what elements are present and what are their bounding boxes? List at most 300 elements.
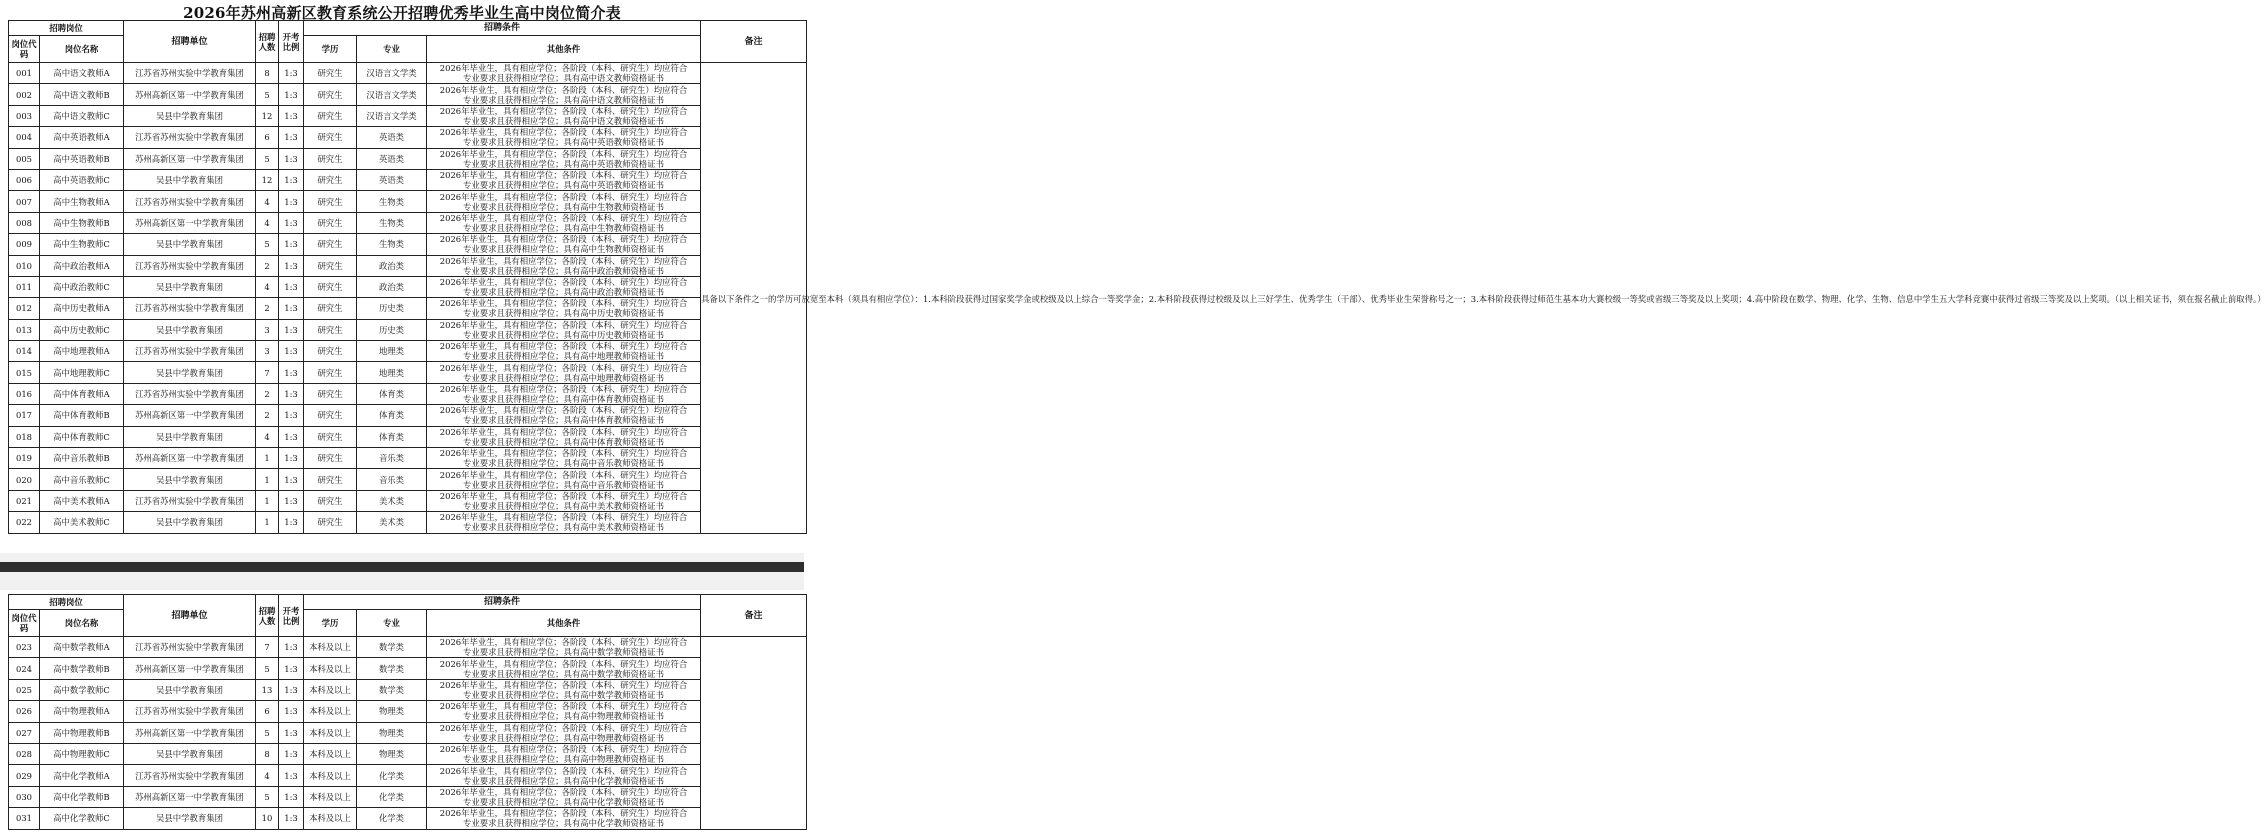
education-cell: 研究生 bbox=[304, 255, 357, 276]
major-cell: 体育类 bbox=[357, 426, 427, 447]
other-conditions-line-1: 2026年毕业生，具有相应学位；各阶段（本科、研究生）均应符合 bbox=[439, 469, 688, 480]
other-conditions-cell bbox=[427, 362, 701, 383]
other-conditions-line-2 bbox=[427, 373, 700, 383]
post-code-cell: 010 bbox=[9, 255, 40, 276]
education-cell: 研究生 bbox=[304, 105, 357, 126]
other-conditions-line-2 bbox=[427, 95, 700, 105]
other-conditions-cell bbox=[427, 743, 701, 764]
certificate-requirement: 语文教师资格证书 bbox=[597, 73, 665, 84]
certificate-requirement: 化学教师资格证书 bbox=[597, 775, 665, 786]
remarks-cell bbox=[701, 63, 2266, 534]
unit-cell: 吴县中学教育集团 bbox=[124, 469, 256, 490]
post-code-cell: 021 bbox=[9, 490, 40, 511]
other-conditions-line-1: 2026年毕业生，具有相应学位；各阶段（本科、研究生）均应符合 bbox=[439, 384, 688, 395]
count-cell: 1 bbox=[256, 469, 279, 490]
other-conditions-line-2 bbox=[427, 522, 700, 532]
major-cell: 体育类 bbox=[357, 383, 427, 404]
other-conditions-cell bbox=[427, 84, 701, 105]
header-count: 招聘人数 bbox=[256, 595, 279, 637]
header-major: 专业 bbox=[357, 610, 427, 637]
post-code-cell: 002 bbox=[9, 84, 40, 105]
education-cell: 研究生 bbox=[304, 276, 357, 297]
other-conditions-line-1: 2026年毕业生，具有相应学位；各阶段（本科、研究生）均应符合 bbox=[439, 512, 688, 523]
other-conditions-prefix: 专业要求且获得相应学位；具有高中 bbox=[463, 415, 598, 426]
other-conditions-prefix: 专业要求且获得相应学位；具有高中 bbox=[463, 222, 598, 233]
count-cell: 6 bbox=[256, 127, 279, 148]
education-cell: 研究生 bbox=[304, 490, 357, 511]
certificate-requirement: 英语教师资格证书 bbox=[597, 158, 665, 169]
certificate-requirement: 历史教师资格证书 bbox=[597, 308, 665, 319]
other-conditions-line-2 bbox=[427, 437, 700, 447]
major-cell: 音乐类 bbox=[357, 469, 427, 490]
ratio-cell: 1:3 bbox=[279, 405, 304, 426]
certificate-requirement: 数学教师资格证书 bbox=[597, 689, 665, 700]
unit-cell: 江苏省苏州实验中学教育集团 bbox=[124, 127, 256, 148]
certificate-requirement: 体育教师资格证书 bbox=[597, 394, 665, 405]
other-conditions-line-2 bbox=[427, 330, 700, 340]
unit-cell: 苏州高新区第一中学教育集团 bbox=[124, 405, 256, 426]
education-cell: 本科及以上 bbox=[304, 658, 357, 679]
header-unit: 招聘单位 bbox=[124, 595, 256, 637]
certificate-requirement: 物理教师资格证书 bbox=[597, 732, 665, 743]
unit-cell: 江苏省苏州实验中学教育集团 bbox=[124, 701, 256, 722]
other-conditions-cell bbox=[427, 448, 701, 469]
post-code-cell: 014 bbox=[9, 341, 40, 362]
count-cell: 2 bbox=[256, 255, 279, 276]
unit-cell: 吴县中学教育集团 bbox=[124, 679, 256, 700]
count-cell: 6 bbox=[256, 701, 279, 722]
certificate-requirement: 生物教师资格证书 bbox=[597, 244, 665, 255]
other-conditions-prefix: 专业要求且获得相应学位；具有高中 bbox=[463, 436, 598, 447]
post-code-cell: 005 bbox=[9, 148, 40, 169]
header-post-code: 岗位代码 bbox=[9, 36, 40, 63]
header-post-name: 岗位名称 bbox=[40, 36, 124, 63]
post-name-cell: 高中物理教师B bbox=[40, 722, 124, 743]
ratio-cell: 1:3 bbox=[279, 276, 304, 297]
education-cell: 本科及以上 bbox=[304, 701, 357, 722]
certificate-requirement: 音乐教师资格证书 bbox=[597, 479, 665, 490]
ratio-cell: 1:3 bbox=[279, 469, 304, 490]
unit-cell: 苏州高新区第一中学教育集团 bbox=[124, 786, 256, 807]
unit-cell: 吴县中学教育集团 bbox=[124, 743, 256, 764]
other-conditions-line-1: 2026年毕业生，具有相应学位；各阶段（本科、研究生）均应符合 bbox=[439, 255, 688, 266]
other-conditions-prefix: 专业要求且获得相应学位；具有高中 bbox=[463, 201, 598, 212]
other-conditions-prefix: 专业要求且获得相应学位；具有高中 bbox=[463, 711, 598, 722]
unit-cell: 吴县中学教育集团 bbox=[124, 105, 256, 126]
count-cell: 8 bbox=[256, 63, 279, 84]
other-conditions-cell bbox=[427, 786, 701, 807]
major-cell: 化学类 bbox=[357, 786, 427, 807]
certificate-requirement: 政治教师资格证书 bbox=[597, 265, 665, 276]
other-conditions-line-2 bbox=[427, 733, 700, 743]
header-conditions: 招聘条件 bbox=[304, 595, 701, 610]
education-cell: 研究生 bbox=[304, 63, 357, 84]
other-conditions-line-2 bbox=[427, 351, 700, 361]
major-cell: 历史类 bbox=[357, 319, 427, 340]
other-conditions-prefix: 专业要求且获得相应学位；具有高中 bbox=[463, 754, 598, 765]
post-code-cell: 008 bbox=[9, 212, 40, 233]
education-cell: 本科及以上 bbox=[304, 722, 357, 743]
post-code-cell: 025 bbox=[9, 679, 40, 700]
header-ratio: 开考比例 bbox=[279, 21, 304, 63]
other-conditions-cell bbox=[427, 341, 701, 362]
other-conditions-prefix: 专业要求且获得相应学位；具有高中 bbox=[463, 180, 598, 191]
certificate-requirement: 英语教师资格证书 bbox=[597, 180, 665, 191]
ratio-cell: 1:3 bbox=[279, 63, 304, 84]
major-cell: 数学类 bbox=[357, 658, 427, 679]
post-name-cell: 高中化学教师B bbox=[40, 786, 124, 807]
post-code-cell: 031 bbox=[9, 808, 40, 829]
other-conditions-line-2 bbox=[427, 415, 700, 425]
count-cell: 12 bbox=[256, 169, 279, 190]
major-cell: 数学类 bbox=[357, 679, 427, 700]
ratio-cell: 1:3 bbox=[279, 255, 304, 276]
other-conditions-line-2 bbox=[427, 266, 700, 276]
other-conditions-line-1: 2026年毕业生，具有相应学位；各阶段（本科、研究生）均应符合 bbox=[439, 448, 688, 459]
post-name-cell: 高中生物教师C bbox=[40, 234, 124, 255]
education-cell: 研究生 bbox=[304, 148, 357, 169]
other-conditions-line-2 bbox=[427, 202, 700, 212]
major-cell: 地理类 bbox=[357, 341, 427, 362]
count-cell: 5 bbox=[256, 234, 279, 255]
other-conditions-cell bbox=[427, 255, 701, 276]
other-conditions-prefix: 专业要求且获得相应学位；具有高中 bbox=[463, 372, 598, 383]
ratio-cell: 1:3 bbox=[279, 298, 304, 319]
education-cell: 本科及以上 bbox=[304, 679, 357, 700]
other-conditions-cell bbox=[427, 169, 701, 190]
unit-cell: 江苏省苏州实验中学教育集团 bbox=[124, 765, 256, 786]
education-cell: 研究生 bbox=[304, 319, 357, 340]
header-recruit-post: 招聘岗位 bbox=[9, 595, 124, 610]
ratio-cell: 1:3 bbox=[279, 169, 304, 190]
major-cell: 美术类 bbox=[357, 490, 427, 511]
table-row bbox=[9, 786, 807, 807]
major-cell: 化学类 bbox=[357, 765, 427, 786]
education-cell: 研究生 bbox=[304, 234, 357, 255]
other-conditions-cell bbox=[427, 701, 701, 722]
table-row bbox=[9, 169, 807, 190]
post-name-cell: 高中数学教师A bbox=[40, 637, 124, 658]
other-conditions-cell bbox=[427, 512, 701, 533]
header-unit: 招聘单位 bbox=[124, 21, 256, 63]
other-conditions-line-2 bbox=[427, 159, 700, 169]
ratio-cell: 1:3 bbox=[279, 658, 304, 679]
other-conditions-prefix: 专业要求且获得相应学位；具有高中 bbox=[463, 732, 598, 743]
education-cell: 研究生 bbox=[304, 127, 357, 148]
post-name-cell: 高中物理教师C bbox=[40, 743, 124, 764]
table-row bbox=[9, 63, 807, 84]
other-conditions-line-2 bbox=[427, 458, 700, 468]
table-row bbox=[9, 127, 807, 148]
ratio-cell: 1:3 bbox=[279, 765, 304, 786]
post-name-cell: 高中历史教师C bbox=[40, 319, 124, 340]
header-remarks: 备注 bbox=[701, 21, 807, 63]
post-name-cell: 高中地理教师A bbox=[40, 341, 124, 362]
post-name-cell: 高中生物教师A bbox=[40, 191, 124, 212]
unit-cell: 苏州高新区第一中学教育集团 bbox=[124, 448, 256, 469]
major-cell: 体育类 bbox=[357, 405, 427, 426]
education-cell: 研究生 bbox=[304, 448, 357, 469]
other-conditions-prefix: 专业要求且获得相应学位；具有高中 bbox=[463, 796, 598, 807]
other-conditions-prefix: 专业要求且获得相应学位；具有高中 bbox=[463, 329, 598, 340]
education-cell: 本科及以上 bbox=[304, 743, 357, 764]
other-conditions-line-2 bbox=[427, 501, 700, 511]
table-row bbox=[9, 426, 807, 447]
table-row bbox=[9, 679, 807, 700]
ratio-cell: 1:3 bbox=[279, 679, 304, 700]
other-conditions-prefix: 专业要求且获得相应学位；具有高中 bbox=[463, 351, 598, 362]
certificate-requirement: 数学教师资格证书 bbox=[597, 647, 665, 658]
certificate-requirement: 体育教师资格证书 bbox=[597, 436, 665, 447]
unit-cell: 江苏省苏州实验中学教育集团 bbox=[124, 341, 256, 362]
other-conditions-prefix: 专业要求且获得相应学位；具有高中 bbox=[463, 115, 598, 126]
positions-table-page-2 bbox=[8, 594, 807, 830]
other-conditions-cell bbox=[427, 405, 701, 426]
count-cell: 2 bbox=[256, 298, 279, 319]
unit-cell: 江苏省苏州实验中学教育集团 bbox=[124, 255, 256, 276]
post-name-cell: 高中音乐教师B bbox=[40, 448, 124, 469]
education-cell: 研究生 bbox=[304, 469, 357, 490]
other-conditions-line-2 bbox=[427, 480, 700, 490]
certificate-requirement: 历史教师资格证书 bbox=[597, 329, 665, 340]
post-name-cell: 高中数学教师C bbox=[40, 679, 124, 700]
other-conditions-cell bbox=[427, 490, 701, 511]
education-cell: 本科及以上 bbox=[304, 808, 357, 829]
post-code-cell: 023 bbox=[9, 637, 40, 658]
other-conditions-line-1: 2026年毕业生，具有相应学位；各阶段（本科、研究生）均应符合 bbox=[439, 426, 688, 437]
header-education: 学历 bbox=[304, 36, 357, 63]
count-cell: 5 bbox=[256, 658, 279, 679]
education-cell: 研究生 bbox=[304, 426, 357, 447]
remarks-cell-empty bbox=[701, 637, 807, 830]
major-cell: 美术类 bbox=[357, 512, 427, 533]
other-conditions-cell bbox=[427, 63, 701, 84]
certificate-requirement: 政治教师资格证书 bbox=[597, 287, 665, 298]
table-row bbox=[9, 469, 807, 490]
table-row bbox=[9, 765, 807, 786]
ratio-cell: 1:3 bbox=[279, 362, 304, 383]
certificate-requirement: 物理教师资格证书 bbox=[597, 711, 665, 722]
education-cell: 研究生 bbox=[304, 212, 357, 233]
unit-cell: 吴县中学教育集团 bbox=[124, 169, 256, 190]
other-conditions-line-1: 2026年毕业生，具有相应学位；各阶段（本科、研究生）均应符合 bbox=[439, 319, 688, 330]
count-cell: 5 bbox=[256, 84, 279, 105]
table-row bbox=[9, 362, 807, 383]
post-code-cell: 026 bbox=[9, 701, 40, 722]
other-conditions-line-1: 2026年毕业生，具有相应学位；各阶段（本科、研究生）均应符合 bbox=[439, 362, 688, 373]
count-cell: 5 bbox=[256, 722, 279, 743]
major-cell: 生物类 bbox=[357, 234, 427, 255]
certificate-requirement: 语文教师资格证书 bbox=[597, 115, 665, 126]
unit-cell: 吴县中学教育集团 bbox=[124, 319, 256, 340]
count-cell: 3 bbox=[256, 319, 279, 340]
count-cell: 4 bbox=[256, 765, 279, 786]
post-name-cell: 高中美术教师C bbox=[40, 512, 124, 533]
count-cell: 4 bbox=[256, 426, 279, 447]
ratio-cell: 1:3 bbox=[279, 319, 304, 340]
post-name-cell: 高中英语教师C bbox=[40, 169, 124, 190]
certificate-requirement: 音乐教师资格证书 bbox=[597, 458, 665, 469]
ratio-cell: 1:3 bbox=[279, 426, 304, 447]
unit-cell: 江苏省苏州实验中学教育集团 bbox=[124, 298, 256, 319]
other-conditions-line-2 bbox=[427, 287, 700, 297]
other-conditions-prefix: 专业要求且获得相应学位；具有高中 bbox=[463, 244, 598, 255]
unit-cell: 苏州高新区第一中学教育集团 bbox=[124, 84, 256, 105]
post-name-cell: 高中生物教师B bbox=[40, 212, 124, 233]
certificate-requirement: 数学教师资格证书 bbox=[597, 668, 665, 679]
table-row bbox=[9, 341, 807, 362]
certificate-requirement: 化学教师资格证书 bbox=[597, 796, 665, 807]
unit-cell: 吴县中学教育集团 bbox=[124, 512, 256, 533]
major-cell: 政治类 bbox=[357, 255, 427, 276]
other-conditions-cell bbox=[427, 234, 701, 255]
post-name-cell: 高中美术教师A bbox=[40, 490, 124, 511]
other-conditions-prefix: 专业要求且获得相应学位；具有高中 bbox=[463, 501, 598, 511]
other-conditions-line-1: 2026年毕业生，具有相应学位；各阶段（本科、研究生）均应符合 bbox=[439, 277, 688, 288]
certificate-requirement: 英语教师资格证书 bbox=[597, 137, 665, 148]
count-cell: 5 bbox=[256, 786, 279, 807]
other-conditions-line-1: 2026年毕业生，具有相应学位；各阶段（本科、研究生）均应符合 bbox=[439, 658, 688, 669]
unit-cell: 江苏省苏州实验中学教育集团 bbox=[124, 191, 256, 212]
header-remarks: 备注 bbox=[701, 595, 807, 637]
other-conditions-line-2 bbox=[427, 244, 700, 254]
table-row bbox=[9, 276, 807, 297]
other-conditions-cell bbox=[427, 127, 701, 148]
table-row bbox=[9, 512, 807, 533]
count-cell: 4 bbox=[256, 276, 279, 297]
other-conditions-prefix: 专业要求且获得相应学位；具有高中 bbox=[463, 73, 598, 84]
table-body-page-1 bbox=[9, 63, 2266, 534]
table-row bbox=[9, 658, 807, 679]
post-code-cell: 004 bbox=[9, 127, 40, 148]
post-name-cell: 高中化学教师A bbox=[40, 765, 124, 786]
major-cell: 物理类 bbox=[357, 701, 427, 722]
unit-cell: 江苏省苏州实验中学教育集团 bbox=[124, 63, 256, 84]
count-cell: 1 bbox=[256, 490, 279, 511]
header-ratio: 开考比例 bbox=[279, 595, 304, 637]
education-cell: 研究生 bbox=[304, 512, 357, 533]
other-conditions-prefix: 专业要求且获得相应学位；具有高中 bbox=[463, 394, 598, 405]
post-name-cell: 高中物理教师A bbox=[40, 701, 124, 722]
major-cell: 英语类 bbox=[357, 148, 427, 169]
ratio-cell: 1:3 bbox=[279, 191, 304, 212]
other-conditions-line-1: 2026年毕业生，具有相应学位；各阶段（本科、研究生）均应符合 bbox=[439, 341, 688, 352]
other-conditions-cell bbox=[427, 191, 701, 212]
ratio-cell: 1:3 bbox=[279, 448, 304, 469]
certificate-requirement: 地理教师资格证书 bbox=[597, 351, 665, 362]
education-cell: 本科及以上 bbox=[304, 637, 357, 658]
other-conditions-line-1: 2026年毕业生，具有相应学位；各阶段（本科、研究生）均应符合 bbox=[439, 808, 688, 819]
post-code-cell: 015 bbox=[9, 362, 40, 383]
other-conditions-cell bbox=[427, 212, 701, 233]
education-cell: 研究生 bbox=[304, 405, 357, 426]
unit-cell: 吴县中学教育集团 bbox=[124, 426, 256, 447]
post-code-cell: 013 bbox=[9, 319, 40, 340]
unit-cell: 苏州高新区第一中学教育集团 bbox=[124, 148, 256, 169]
other-conditions-prefix: 专业要求且获得相应学位；具有高中 bbox=[463, 647, 598, 658]
major-cell: 汉语言文学类 bbox=[357, 84, 427, 105]
table-row bbox=[9, 490, 807, 511]
other-conditions-line-2 bbox=[427, 754, 700, 764]
other-conditions-prefix: 专业要求且获得相应学位；具有高中 bbox=[463, 137, 598, 148]
table-row bbox=[9, 191, 807, 212]
major-cell: 生物类 bbox=[357, 212, 427, 233]
count-cell: 12 bbox=[256, 105, 279, 126]
page-separator bbox=[0, 562, 804, 572]
major-cell: 政治类 bbox=[357, 276, 427, 297]
header-other: 其他条件 bbox=[427, 610, 701, 637]
post-name-cell: 高中英语教师B bbox=[40, 148, 124, 169]
other-conditions-line-1: 2026年毕业生，具有相应学位；各阶段（本科、研究生）均应符合 bbox=[439, 701, 688, 712]
other-conditions-prefix: 专业要求且获得相应学位；具有高中 bbox=[463, 668, 598, 679]
education-cell: 研究生 bbox=[304, 169, 357, 190]
other-conditions-cell bbox=[427, 469, 701, 490]
count-cell: 10 bbox=[256, 808, 279, 829]
major-cell: 数学类 bbox=[357, 637, 427, 658]
certificate-requirement: 美术教师资格证书 bbox=[597, 522, 665, 533]
other-conditions-line-1: 2026年毕业生，具有相应学位；各阶段（本科、研究生）均应符合 bbox=[439, 127, 688, 138]
unit-cell: 吴县中学教育集团 bbox=[124, 234, 256, 255]
header-recruit-post: 招聘岗位 bbox=[9, 21, 124, 36]
education-cell: 研究生 bbox=[304, 84, 357, 105]
post-name-cell: 高中历史教师A bbox=[40, 298, 124, 319]
other-conditions-line-2 bbox=[427, 73, 700, 83]
other-conditions-line-2 bbox=[427, 116, 700, 126]
post-code-cell: 020 bbox=[9, 469, 40, 490]
table-row bbox=[9, 148, 807, 169]
header-major: 专业 bbox=[357, 36, 427, 63]
header-other: 其他条件 bbox=[427, 36, 701, 63]
count-cell: 7 bbox=[256, 637, 279, 658]
count-cell: 7 bbox=[256, 362, 279, 383]
other-conditions-cell bbox=[427, 105, 701, 126]
unit-cell: 吴县中学教育集团 bbox=[124, 276, 256, 297]
major-cell: 汉语言文学类 bbox=[357, 63, 427, 84]
post-name-cell: 高中语文教师C bbox=[40, 105, 124, 126]
table-row bbox=[9, 701, 807, 722]
education-cell: 研究生 bbox=[304, 298, 357, 319]
other-conditions-prefix: 专业要求且获得相应学位；具有高中 bbox=[463, 265, 598, 276]
post-code-cell: 003 bbox=[9, 105, 40, 126]
other-conditions-prefix: 专业要求且获得相应学位；具有高中 bbox=[463, 287, 598, 298]
other-conditions-cell bbox=[427, 383, 701, 404]
count-cell: 13 bbox=[256, 679, 279, 700]
ratio-cell: 1:3 bbox=[279, 127, 304, 148]
other-conditions-line-2 bbox=[427, 711, 700, 721]
other-conditions-cell bbox=[427, 276, 701, 297]
ratio-cell: 1:3 bbox=[279, 743, 304, 764]
table-row bbox=[9, 105, 807, 126]
post-code-cell: 018 bbox=[9, 426, 40, 447]
education-cell: 本科及以上 bbox=[304, 786, 357, 807]
table-row bbox=[9, 405, 807, 426]
post-code-cell: 011 bbox=[9, 276, 40, 297]
post-code-cell: 001 bbox=[9, 63, 40, 84]
other-conditions-line-2 bbox=[427, 776, 700, 786]
table-row bbox=[9, 234, 807, 255]
major-cell: 音乐类 bbox=[357, 448, 427, 469]
ratio-cell: 1:3 bbox=[279, 512, 304, 533]
post-name-cell: 高中体育教师C bbox=[40, 426, 124, 447]
header-conditions: 招聘条件 bbox=[304, 21, 701, 36]
post-code-cell: 009 bbox=[9, 234, 40, 255]
other-conditions-cell bbox=[427, 765, 701, 786]
certificate-requirement: 生物教师资格证书 bbox=[597, 222, 665, 233]
other-conditions-cell bbox=[427, 298, 701, 319]
other-conditions-line-2 bbox=[427, 180, 700, 190]
table-row bbox=[9, 319, 807, 340]
post-code-cell: 022 bbox=[9, 512, 40, 533]
